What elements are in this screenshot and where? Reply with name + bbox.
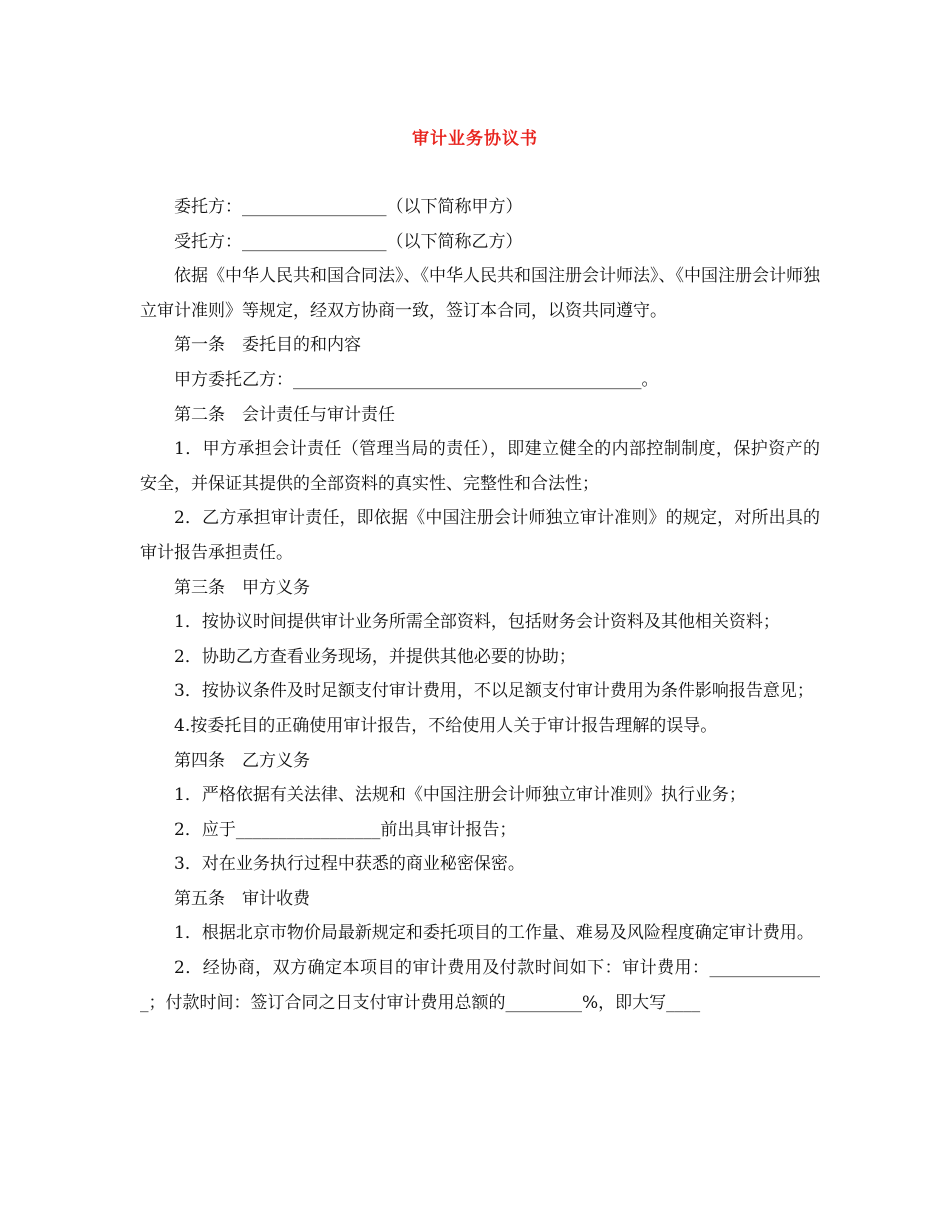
client-line: 委托方：_________________（以下简称甲方） [174, 197, 523, 217]
article-3-item-1: 1．按协议时间提供审计业务所需全部资料，包括财务会计资料及其他相关资料； [174, 612, 780, 633]
article-4-item-1: 1．严格依据有关法律、法规和《中国注册会计师独立审计准则》执行业务； [174, 785, 746, 806]
article-3-heading: 第三条 甲方义务 [174, 577, 310, 598]
article-1-content: 甲方委托乙方：_________________________________________。 [174, 369, 659, 390]
article-3-item-3: 3．按协议条件及时足额支付审计费用，不以足额支付审计费用为条件影响报告意见； [174, 681, 814, 702]
article-5-item-2: 2．经协商，双方确定本项目的审计费用及付款时间如下：审计费用：______________；付款时间：签订合同之日支付审计费用总额的_________%，即大写____ [140, 958, 820, 1013]
article-4-item-2: 2．应于_________________前出具审计报告； [174, 819, 517, 840]
preamble-paragraph: 依据《中华人民共和国合同法》、《中华人民共和国注册会计师法》、《中国注册会计师独立审计准则》等规定，经双方协商一致，签订本合同，以资共同遵守。 [140, 266, 820, 321]
article-2-heading: 第二条 会计责任与审计责任 [174, 404, 395, 425]
article-3-item-2: 2．协助乙方查看业务现场，并提供其他必要的协助； [174, 646, 576, 667]
article-3-item-4: 4.按委托目的正确使用审计报告，不给使用人关于审计报告理解的误导。 [174, 715, 718, 736]
article-5-item-1: 1．根据北京市物价局最新规定和委托项目的工作量、难易及风险程度确定审计费用。 [174, 923, 814, 944]
document-body [140, 190, 820, 1020]
article-2-item-1: 1．甲方承担会计责任（管理当局的责任），即建立健全的内部控制制度，保护资产的安全，并保证其提供的全部资料的真实性、完整性和合法性； [140, 439, 820, 494]
article-1-heading: 第一条 委托目的和内容 [174, 335, 361, 356]
contractor-line: 受托方：_________________（以下简称乙方） [174, 231, 523, 252]
document-title: 审计业务协议书 [412, 129, 538, 149]
article-2-item-2: 2．乙方承担审计责任，即依据《中国注册会计师独立审计准则》的规定，对所出具的审计报告承担责任。 [140, 508, 820, 563]
article-4-heading: 第四条 乙方义务 [174, 750, 310, 771]
article-4-item-3: 3．对在业务执行过程中获悉的商业秘密保密。 [174, 854, 525, 875]
article-5-heading: 第五条 审计收费 [174, 888, 310, 909]
